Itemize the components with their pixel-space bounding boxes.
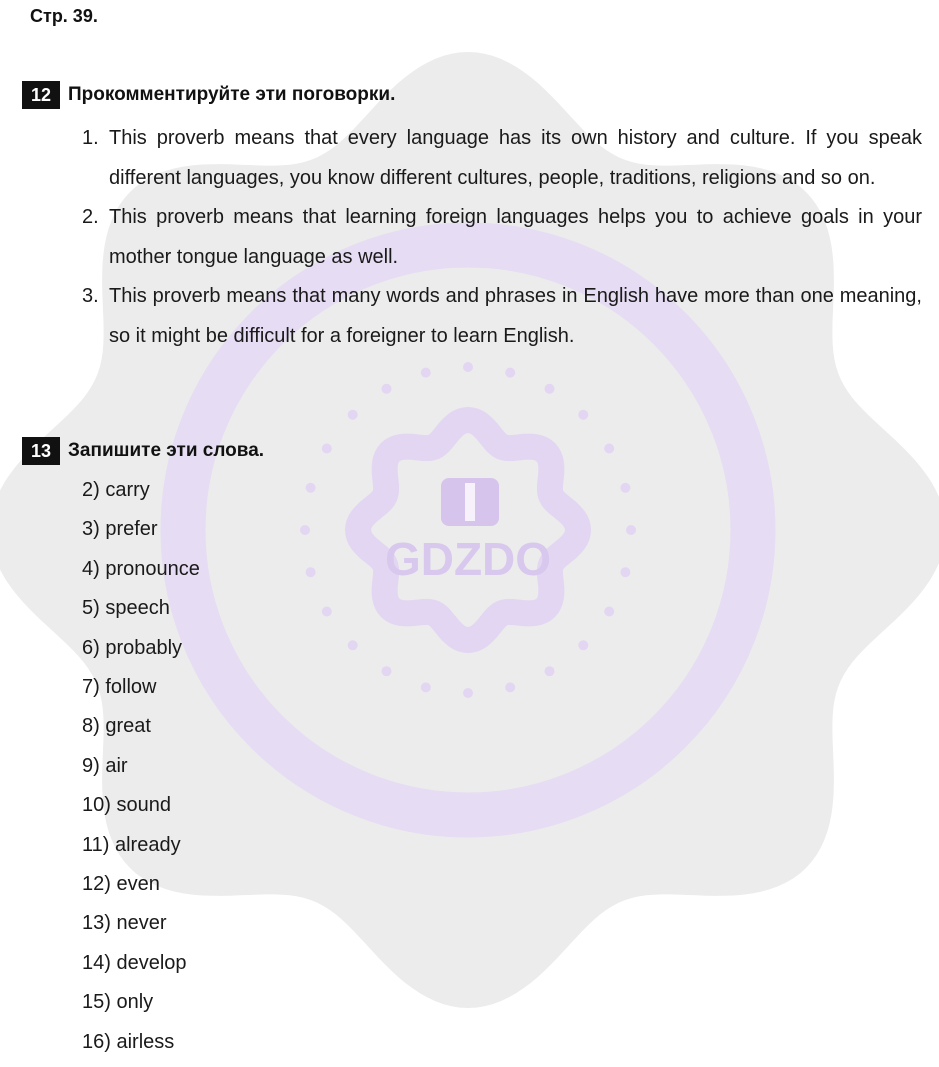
list-item: 10) sound bbox=[82, 794, 171, 817]
list-item-number: 3. bbox=[82, 285, 99, 307]
list-item bbox=[82, 277, 922, 356]
words-list bbox=[82, 471, 200, 1062]
list-item: 15) only bbox=[82, 991, 154, 1014]
list-item: 14) develop bbox=[82, 951, 187, 974]
list-item: 6) probably bbox=[82, 636, 183, 659]
list-item bbox=[82, 198, 922, 277]
exercise-13-title: Запишите эти слова. bbox=[68, 440, 265, 461]
list-item: 7) follow bbox=[82, 676, 157, 699]
list-item: 16) airless bbox=[82, 1030, 175, 1053]
list-item: 13) never bbox=[82, 912, 167, 935]
exercise-13-header bbox=[22, 437, 264, 465]
list-item bbox=[82, 119, 922, 198]
list-item: 3) prefer bbox=[82, 518, 158, 541]
list-item: 2) carry bbox=[82, 479, 150, 501]
list-item-number: 2. bbox=[82, 206, 99, 228]
exercise-12-header bbox=[22, 81, 395, 109]
exercise-12-number: 12 bbox=[22, 81, 60, 109]
list-item-text: This proverb means that learning foreign languages helps you to achieve goals in your mother tongue language as well. bbox=[109, 206, 922, 268]
list-item: 8) great bbox=[82, 715, 151, 738]
list-item-number: 1. bbox=[82, 127, 99, 149]
exercise-13-number: 13 bbox=[22, 437, 60, 465]
proverb-comments-list bbox=[82, 119, 922, 356]
page-number-label: Стр. 39. bbox=[30, 6, 98, 26]
list-item: 11) already bbox=[82, 833, 181, 856]
list-item-text: This proverb means that many words and phrases in English have more than one meaning, so it might be difficult for a foreigner to learn English. bbox=[109, 285, 922, 347]
list-item-text: This proverb means that every language has its own history and culture. If you speak different languages, you know different cultures, people, traditions, religions and so on. bbox=[109, 127, 922, 189]
list-item: 4) pronounce bbox=[82, 557, 200, 580]
watermark-logo-text: GDZDO bbox=[384, 533, 552, 585]
list-item: 9) air bbox=[82, 754, 128, 777]
list-item: 5) speech bbox=[82, 597, 170, 620]
exercise-12-title: Прокомментируйте эти поговорки. bbox=[68, 84, 396, 105]
list-item: 12) even bbox=[82, 873, 160, 896]
